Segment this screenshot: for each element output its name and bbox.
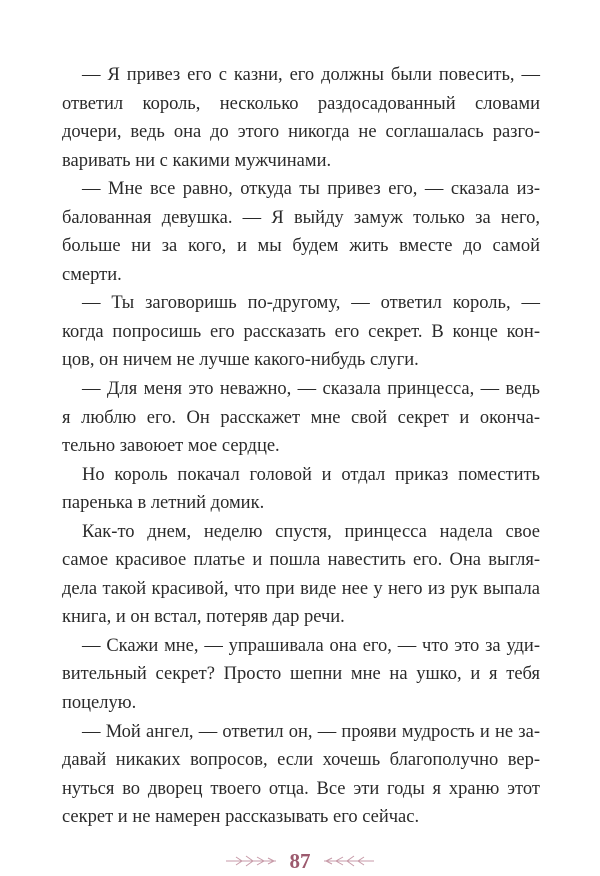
text-line: самое красивое платье и пошла навестить его. Она выгля-: [62, 550, 540, 571]
paragraph: [62, 175, 540, 289]
text-line: балованная девушка. — Я выйду замуж только за него,: [62, 207, 540, 228]
text-line: — Мне все равно, откуда ты привез его, — сказала из-: [82, 179, 540, 200]
text-line: — Я привез его с казни, его должны были повесить, —: [82, 65, 540, 85]
paragraph: [62, 461, 540, 518]
text-line: нуться во дворец твоего отца. Все эти годы я храню этот: [62, 778, 540, 799]
text-line: тельно завоюет мое сердце.: [62, 436, 280, 457]
text-line: — Для меня это неважно, — сказала принцесса, — ведь: [82, 379, 540, 400]
paragraph: [62, 718, 540, 832]
paragraph: [62, 61, 540, 175]
text-line: дела такой красивой, что при виде нее у него из рук выпала: [62, 578, 540, 599]
ornament-right-icon: [322, 855, 374, 867]
text-line: паренька в летний домик.: [62, 493, 265, 514]
page-number: 87: [289, 849, 311, 874]
text-line: поцелую.: [62, 693, 137, 714]
text-line: варивать ни с какими мужчинами.: [62, 150, 332, 171]
text-line: дочери, ведь она до этого никогда не соглашалась разго-: [62, 122, 540, 143]
text-line: больше ни за кого, и мы будем жить вместе до самой: [62, 236, 540, 257]
paragraph: [62, 632, 540, 718]
text-line: Как-то днем, неделю спустя, принцесса надела свое: [82, 521, 540, 542]
text-line: я люблю его. Он расскажет мне свой секрет и оконча-: [62, 407, 540, 428]
text-line: вительный секрет? Просто шепни мне на ушко, и я тебя: [62, 664, 540, 685]
text-line: цов, он ничем не лучше какого-нибудь слуги.: [62, 350, 419, 371]
text-line: ответил король, несколько раздосадованный словами: [62, 93, 540, 114]
paragraph: [62, 518, 540, 632]
paragraph: [62, 375, 540, 461]
text-line: секрет и не намерен рассказывать его сейчас.: [62, 807, 420, 828]
page-footer: [0, 844, 600, 876]
text-line: смерти.: [62, 264, 122, 285]
ornament-left-icon: [226, 855, 278, 867]
text-line: когда попросишь его рассказать его секрет. В конце кон-: [62, 321, 540, 342]
text-line: давай никаких вопросов, если хочешь благополучно вер-: [62, 750, 540, 771]
paragraph: [62, 289, 540, 375]
text-line: — Ты заговоришь по-другому, — ответил король, —: [82, 293, 540, 314]
text-line: — Мой ангел, — ответил он, — прояви мудрость и не за-: [82, 721, 540, 742]
text-line: Но король покачал головой и отдал приказ поместить: [82, 464, 540, 485]
text-line: — Скажи мне, — упрашивала она его, — что это за уди-: [82, 635, 540, 656]
page-body: [62, 61, 540, 832]
text-line: книга, и он встал, потеряв дар речи.: [62, 607, 345, 628]
